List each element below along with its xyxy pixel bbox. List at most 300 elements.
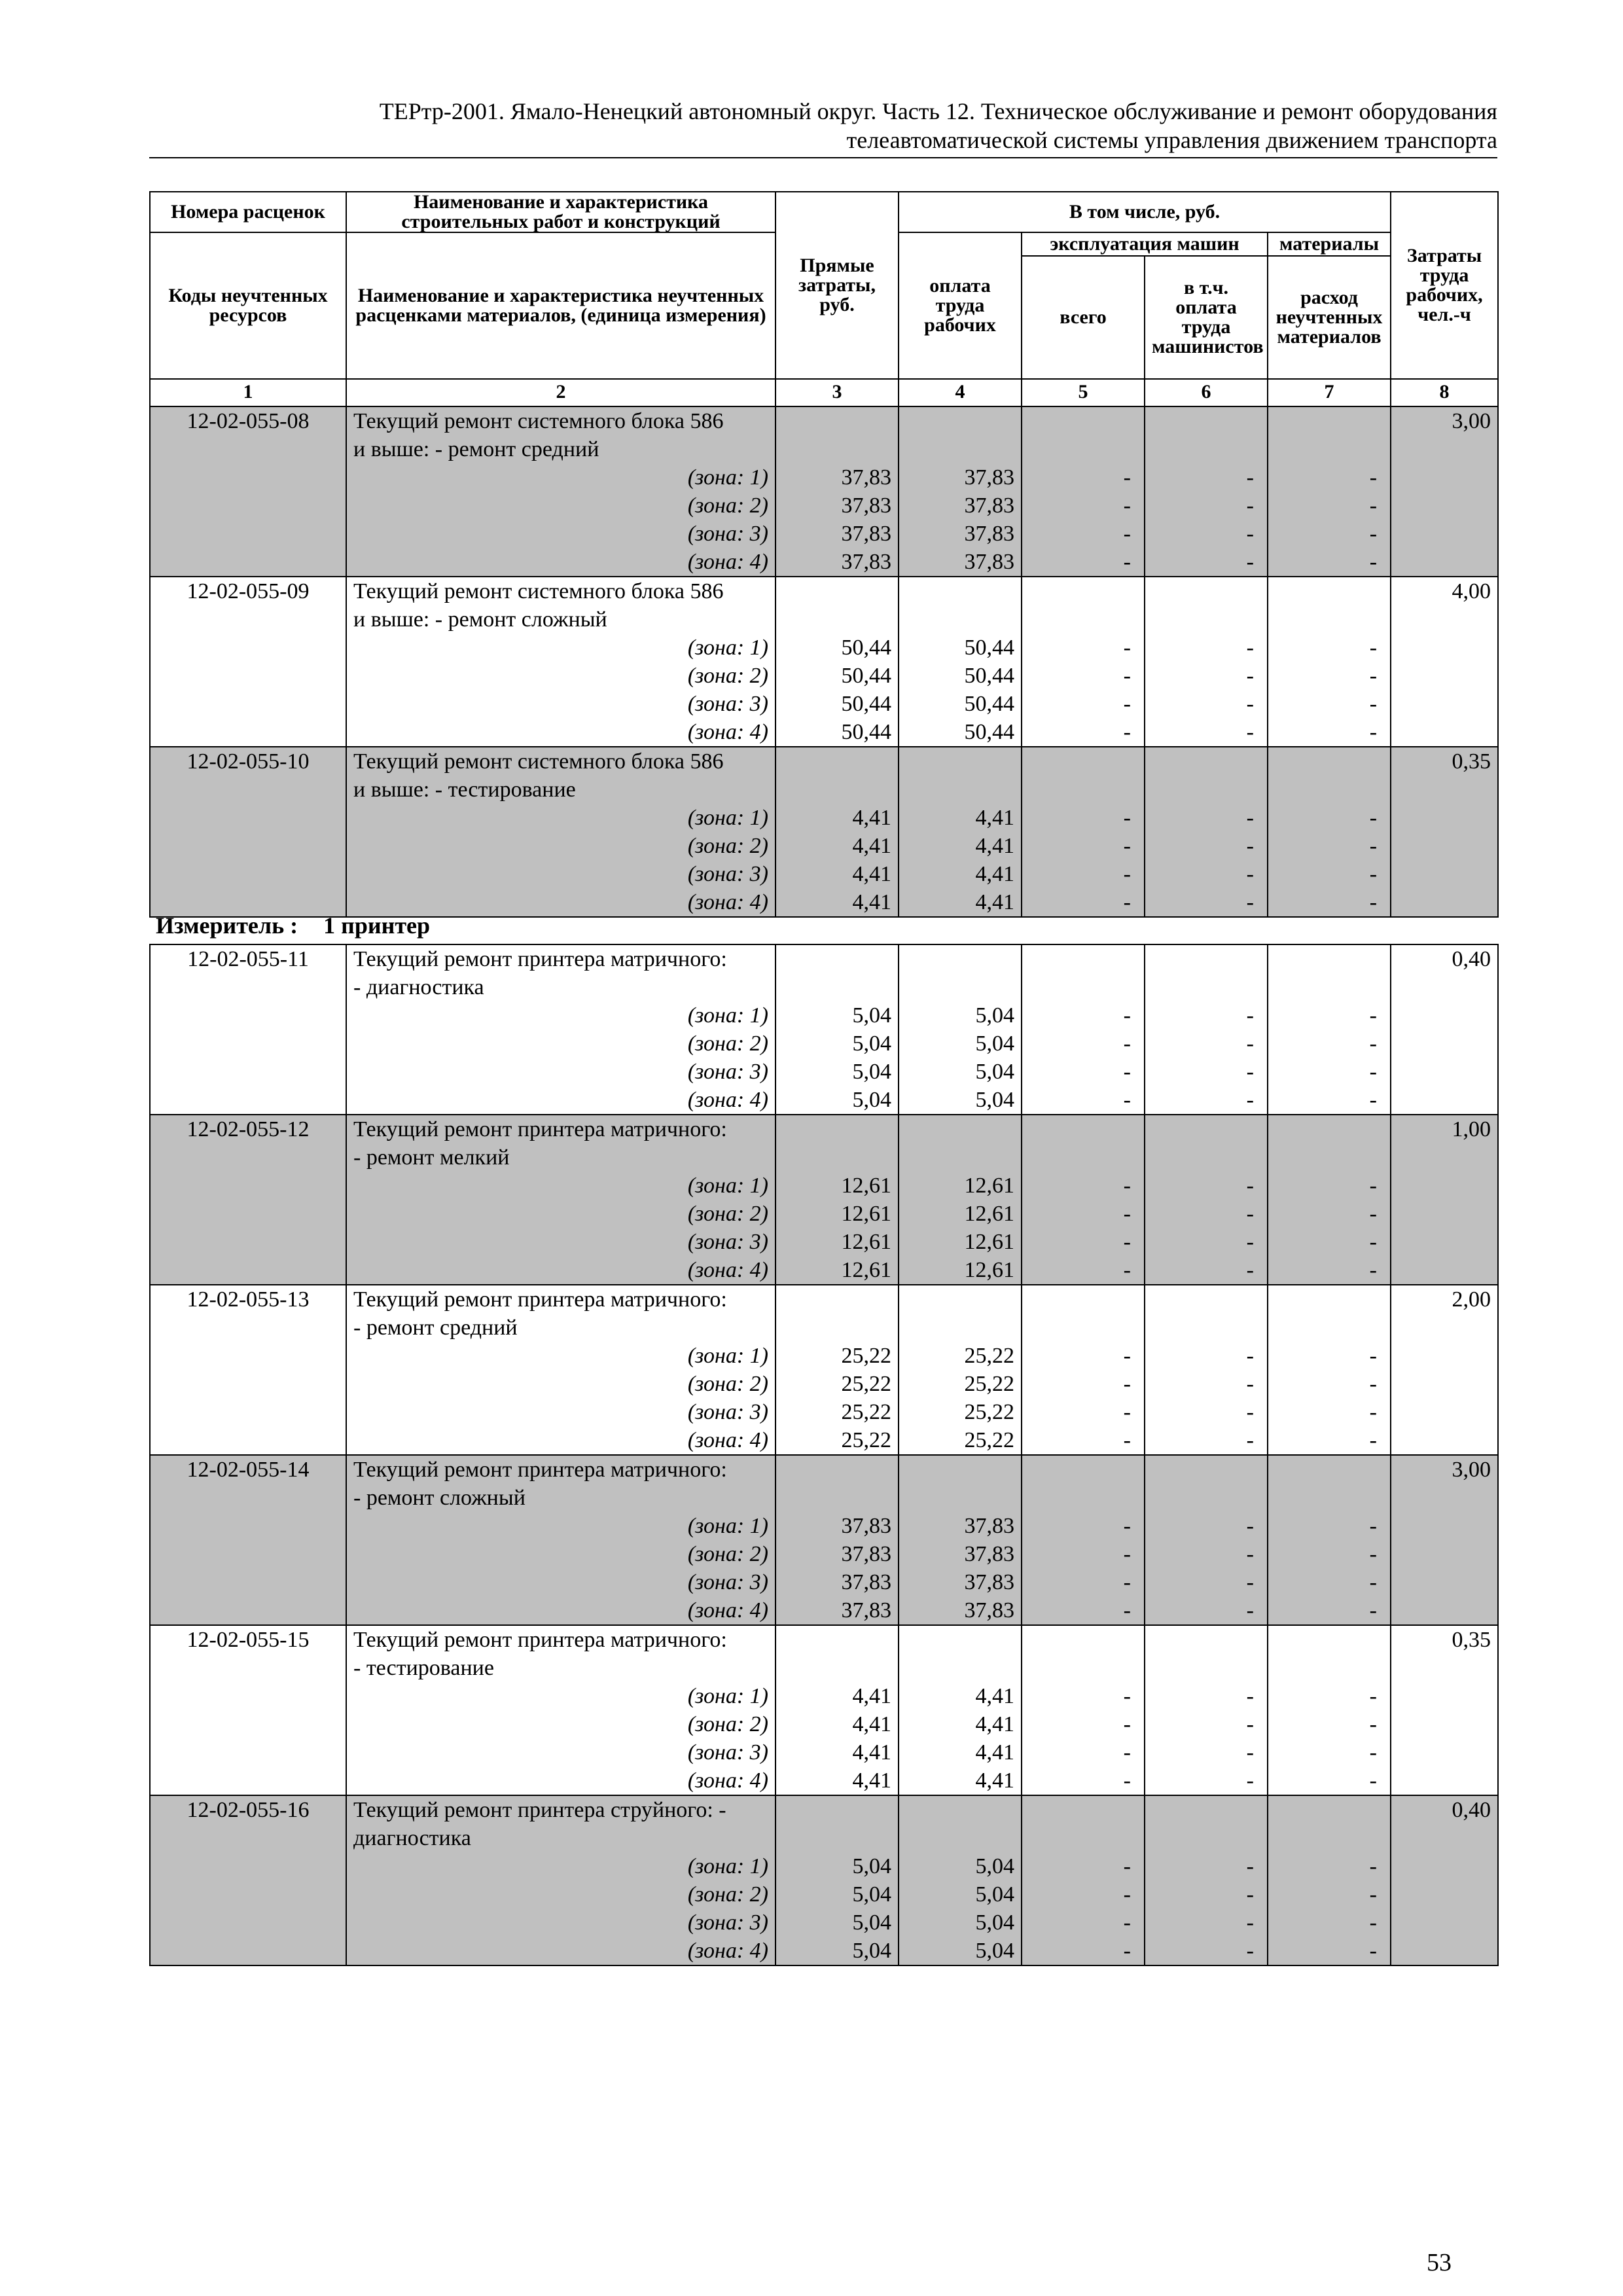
labor-hours-value: 3,00	[1452, 1458, 1491, 1482]
materials-use-dash: -	[1369, 806, 1378, 830]
machines-total-dash: -	[1123, 1344, 1131, 1368]
labor-pay-value: 37,83	[964, 1598, 1014, 1623]
labor-pay-value: 37,83	[964, 1542, 1014, 1566]
direct-cost-cell	[776, 1115, 899, 1285]
direct-cost-value: 50,44	[841, 664, 891, 688]
machines-total-dash: -	[1123, 522, 1131, 546]
zone-label: (зона: 1)	[687, 465, 768, 490]
machines-total-dash: -	[1123, 834, 1131, 858]
labor-pay-cell	[899, 747, 1022, 917]
machinist-pay-dash: -	[1246, 692, 1254, 716]
machinist-pay-cell	[1145, 747, 1268, 917]
direct-cost-value: 12,61	[841, 1230, 891, 1254]
machines-total-dash: -	[1123, 1910, 1131, 1935]
machines-total-dash: -	[1123, 1003, 1131, 1028]
labor-pay-value: 25,22	[964, 1344, 1014, 1368]
machinist-pay-dash: -	[1246, 550, 1254, 574]
materials-use-dash: -	[1369, 465, 1378, 490]
machines-total-cell	[1022, 1285, 1145, 1455]
zone-label: (зона: 2)	[687, 834, 768, 858]
machines-total-dash: -	[1123, 1202, 1131, 1226]
zone-label: (зона: 3)	[687, 1060, 768, 1084]
rate-row	[150, 1115, 1498, 1285]
machinist-pay-dash: -	[1246, 1542, 1254, 1566]
direct-cost-cell	[776, 1285, 899, 1455]
page-number: 53	[1427, 2249, 1452, 2276]
labor-pay-value: 5,04	[975, 1882, 1014, 1907]
col6-header: в т.ч. оплата труда машинистов	[1145, 256, 1268, 379]
direct-cost-value: 37,83	[841, 550, 891, 574]
zone-label: (зона: 1)	[687, 1514, 768, 1538]
labor-pay-value: 37,83	[964, 1570, 1014, 1594]
direct-cost-value: 5,04	[852, 1854, 891, 1878]
machines-total-dash: -	[1123, 636, 1131, 660]
machinist-pay-dash: -	[1246, 834, 1254, 858]
labor-pay-value: 37,83	[964, 1514, 1014, 1538]
materials-use-cell	[1268, 747, 1391, 917]
machinist-pay-dash: -	[1246, 1939, 1254, 1963]
materials-use-dash: -	[1369, 1372, 1377, 1396]
materials-use-dash: -	[1369, 1712, 1377, 1736]
zone-label: (зона: 3)	[687, 1230, 768, 1254]
zone-label: (зона: 4)	[687, 720, 768, 744]
labor-pay-value: 4,41	[975, 1768, 1014, 1793]
direct-cost-cell	[776, 1625, 899, 1795]
header-line-1: ТЕРтр-2001. Ямало-Ненецкий автономный округ. Часть 12. Техническое обслуживание и ремонт оборудования	[379, 98, 1497, 124]
machinist-pay-cell	[1145, 1115, 1268, 1285]
direct-cost-value: 5,04	[852, 1088, 891, 1112]
rate-row	[150, 944, 1498, 1115]
machines-total-dash: -	[1123, 1684, 1131, 1708]
labor-pay-value: 12,61	[964, 1258, 1014, 1282]
zone-label: (зона: 3)	[687, 1570, 768, 1594]
direct-cost-value: 50,44	[841, 692, 891, 716]
labor-pay-value: 5,04	[975, 1031, 1014, 1056]
rate-description-line-2: - ремонт мелкий	[353, 1145, 510, 1170]
zone-label: (зона: 3)	[687, 522, 768, 546]
zone-label: (зона: 2)	[687, 493, 768, 518]
rate-row	[150, 1455, 1498, 1625]
materials-use-dash: -	[1369, 1428, 1377, 1452]
col-num-5: 5	[1022, 379, 1145, 406]
col-num-7: 7	[1268, 379, 1391, 406]
rate-description-cell	[346, 944, 776, 1115]
col-num-8: 8	[1391, 379, 1498, 406]
rate-description-line-1: Текущий ремонт системного блока 586	[353, 579, 724, 603]
direct-cost-value: 4,41	[852, 834, 891, 858]
zone-label: (зона: 3)	[687, 862, 768, 886]
rate-description-cell	[346, 1455, 776, 1625]
zone-label: (зона: 2)	[687, 1882, 768, 1907]
machinist-pay-dash: -	[1246, 1598, 1254, 1623]
machinist-pay-dash: -	[1246, 1230, 1254, 1254]
direct-cost-cell	[776, 1455, 899, 1625]
labor-pay-value: 5,04	[975, 1088, 1014, 1112]
machines-total-dash: -	[1123, 692, 1131, 716]
labor-pay-cell	[899, 1115, 1022, 1285]
machines-total-dash: -	[1123, 1882, 1131, 1907]
direct-cost-value: 37,83	[841, 1598, 891, 1623]
machines-total-dash: -	[1123, 1428, 1131, 1452]
direct-cost-value: 25,22	[841, 1428, 891, 1452]
materials-use-dash: -	[1369, 522, 1378, 546]
direct-cost-value: 4,41	[852, 1684, 891, 1708]
zone-label: (зона: 1)	[687, 1684, 768, 1708]
direct-cost-cell	[776, 1795, 899, 1965]
labor-pay-cell	[899, 577, 1022, 747]
machinist-pay-dash: -	[1246, 1060, 1254, 1084]
zone-label: (зона: 1)	[687, 806, 768, 830]
direct-cost-value: 4,41	[852, 1712, 891, 1736]
materials-use-dash: -	[1369, 1768, 1377, 1793]
labor-pay-value: 4,41	[975, 1740, 1014, 1765]
rate-description-line-1: Текущий ремонт принтера матричного:	[353, 1458, 727, 1482]
materials-use-dash: -	[1369, 1031, 1377, 1056]
machines-total-dash: -	[1123, 1400, 1131, 1424]
direct-cost-value: 12,61	[841, 1202, 891, 1226]
labor-pay-value: 5,04	[975, 1939, 1014, 1963]
machines-total-dash: -	[1123, 1570, 1131, 1594]
machinist-pay-cell	[1145, 406, 1268, 577]
measure-value: 1 принтер	[323, 912, 431, 939]
col2-bottom: Наименование и характеристика неучтенных расценками материалов, (единица измерения)	[346, 232, 776, 379]
zone-label: (зона: 3)	[687, 692, 768, 716]
machinist-pay-dash: -	[1246, 862, 1254, 886]
labor-hours-cell	[1391, 1625, 1498, 1795]
machinist-pay-dash: -	[1246, 1428, 1254, 1452]
machines-total-dash: -	[1123, 1712, 1131, 1736]
machinist-pay-dash: -	[1246, 1003, 1254, 1028]
direct-cost-value: 25,22	[841, 1344, 891, 1368]
labor-pay-cell	[899, 406, 1022, 577]
machines-total-dash: -	[1123, 862, 1131, 886]
direct-cost-cell	[776, 944, 899, 1115]
machinist-pay-dash: -	[1246, 1882, 1254, 1907]
rate-code: 12-02-055-08	[187, 409, 310, 433]
direct-cost-value: 5,04	[852, 1939, 891, 1963]
materials-use-dash: -	[1369, 1202, 1377, 1226]
rate-row	[150, 1795, 1498, 1965]
rate-code: 12-02-055-15	[187, 1628, 310, 1652]
direct-cost-value: 4,41	[852, 806, 891, 830]
machinist-pay-dash: -	[1246, 1344, 1254, 1368]
zone-label: (зона: 2)	[687, 664, 768, 688]
rate-description-cell	[346, 747, 776, 917]
rate-description-cell	[346, 1285, 776, 1455]
rate-description-line-1: Текущий ремонт принтера матричного:	[353, 1287, 727, 1312]
measure-line	[156, 912, 430, 939]
col1-bottom: Коды неучтенных ресурсов	[150, 232, 346, 379]
direct-cost-value: 50,44	[841, 720, 891, 744]
direct-cost-value: 37,83	[841, 1570, 891, 1594]
direct-cost-cell	[776, 747, 899, 917]
machines-total-cell	[1022, 1795, 1145, 1965]
labor-pay-cell	[899, 944, 1022, 1115]
rate-code: 12-02-055-12	[187, 1117, 310, 1141]
machinist-pay-dash: -	[1246, 664, 1254, 688]
rate-description-line-2: - ремонт сложный	[353, 1486, 526, 1510]
materials-use-dash: -	[1369, 862, 1378, 886]
direct-cost-value: 5,04	[852, 1910, 891, 1935]
materials-use-cell	[1268, 1625, 1391, 1795]
materials-use-dash: -	[1369, 636, 1378, 660]
rate-row	[150, 747, 1498, 917]
labor-pay-value: 5,04	[975, 1854, 1014, 1878]
materials-use-dash: -	[1369, 1854, 1377, 1878]
materials-use-dash: -	[1369, 1939, 1377, 1963]
labor-hours-cell	[1391, 1285, 1498, 1455]
col1-top: Номера расценок	[150, 192, 346, 232]
machinist-pay-dash: -	[1246, 1174, 1254, 1198]
materials-use-dash: -	[1369, 692, 1378, 716]
machinist-pay-dash: -	[1246, 1372, 1254, 1396]
machinist-pay-dash: -	[1246, 522, 1254, 546]
materials-use-dash: -	[1369, 890, 1378, 914]
direct-cost-value: 5,04	[852, 1060, 891, 1084]
direct-cost-value: 4,41	[852, 1740, 891, 1765]
machinist-pay-dash: -	[1246, 1712, 1254, 1736]
materials-use-dash: -	[1369, 1258, 1377, 1282]
direct-cost-value: 4,41	[852, 890, 891, 914]
rate-description-cell	[346, 1115, 776, 1285]
direct-cost-value: 37,83	[841, 1514, 891, 1538]
zone-label: (зона: 4)	[687, 1428, 768, 1452]
zone-label: (зона: 4)	[687, 1598, 768, 1623]
machinist-pay-dash: -	[1246, 720, 1254, 744]
direct-cost-value: 37,83	[841, 465, 891, 490]
direct-cost-value: 5,04	[852, 1031, 891, 1056]
labor-hours-value: 2,00	[1452, 1287, 1491, 1312]
col8-header: Затраты труда рабочих, чел.-ч	[1391, 192, 1498, 379]
direct-cost-value: 5,04	[852, 1003, 891, 1028]
materials-use-dash: -	[1369, 664, 1378, 688]
incl-header: В том числе, руб.	[899, 192, 1391, 232]
direct-cost-value: 25,22	[841, 1372, 891, 1396]
rate-description-line-2: и выше: - ремонт средний	[353, 437, 599, 461]
rate-description-line-1: Текущий ремонт принтера матричного:	[353, 947, 727, 971]
labor-pay-value: 50,44	[964, 692, 1014, 716]
direct-cost-cell	[776, 406, 899, 577]
running-header	[149, 97, 1497, 154]
labor-pay-value: 25,22	[964, 1400, 1014, 1424]
labor-hours-value: 0,40	[1452, 1798, 1491, 1822]
zone-label: (зона: 2)	[687, 1372, 768, 1396]
rate-description-line-1: Текущий ремонт системного блока 586	[353, 749, 724, 774]
machinist-pay-dash: -	[1246, 1740, 1254, 1765]
direct-cost-value: 12,61	[841, 1258, 891, 1282]
labor-pay-value: 4,41	[975, 862, 1014, 886]
rate-code-cell	[150, 1285, 346, 1455]
rate-code: 12-02-055-10	[187, 749, 310, 774]
zone-label: (зона: 2)	[687, 1542, 768, 1566]
machinist-pay-dash: -	[1246, 1031, 1254, 1056]
labor-hours-value: 1,00	[1452, 1117, 1491, 1141]
rate-code-cell	[150, 747, 346, 917]
col5-header: всего	[1022, 256, 1145, 379]
materials-use-cell	[1268, 1455, 1391, 1625]
materials-use-dash: -	[1369, 1684, 1377, 1708]
machinist-pay-dash: -	[1246, 1400, 1254, 1424]
labor-pay-value: 25,22	[964, 1372, 1014, 1396]
col4-header: оплата труда рабочих	[899, 232, 1022, 379]
rate-description-cell	[346, 406, 776, 577]
labor-hours-cell	[1391, 747, 1498, 917]
zone-label: (зона: 4)	[687, 550, 768, 574]
machines-header: эксплуатация машин	[1022, 232, 1268, 256]
col3-header: Прямые затраты, руб.	[776, 192, 899, 379]
materials-use-dash: -	[1369, 1344, 1377, 1368]
machines-total-dash: -	[1123, 1230, 1131, 1254]
materials-header: материалы	[1268, 232, 1391, 256]
labor-pay-value: 4,41	[975, 806, 1014, 830]
labor-hours-value: 3,00	[1452, 409, 1491, 433]
labor-pay-value: 12,61	[964, 1202, 1014, 1226]
machines-total-dash: -	[1123, 806, 1131, 830]
rate-code: 12-02-055-14	[187, 1458, 310, 1482]
machines-total-dash: -	[1123, 890, 1131, 914]
materials-use-cell	[1268, 1115, 1391, 1285]
labor-pay-value: 37,83	[964, 550, 1014, 574]
machinist-pay-dash: -	[1246, 1570, 1254, 1594]
machines-total-dash: -	[1123, 1031, 1131, 1056]
materials-use-cell	[1268, 1285, 1391, 1455]
rate-code: 12-02-055-16	[187, 1798, 310, 1822]
machines-total-cell	[1022, 1625, 1145, 1795]
machinist-pay-cell	[1145, 1285, 1268, 1455]
rate-code: 12-02-055-11	[187, 947, 309, 971]
materials-use-cell	[1268, 1795, 1391, 1965]
materials-use-cell	[1268, 406, 1391, 577]
labor-hours-value: 0,35	[1452, 1628, 1491, 1652]
machines-total-cell	[1022, 1115, 1145, 1285]
col-num-1: 1	[150, 379, 346, 406]
machines-total-dash: -	[1123, 1598, 1131, 1623]
col7-header: расход неучтенных материалов	[1268, 256, 1391, 379]
labor-pay-value: 4,41	[975, 1684, 1014, 1708]
rate-code-cell	[150, 406, 346, 577]
machines-total-dash: -	[1123, 550, 1131, 574]
rate-row	[150, 1285, 1498, 1455]
machinist-pay-dash: -	[1246, 636, 1254, 660]
machines-total-dash: -	[1123, 1060, 1131, 1084]
rates-table-1	[149, 191, 1499, 918]
materials-use-dash: -	[1369, 1230, 1377, 1254]
col-num-2: 2	[346, 379, 776, 406]
labor-hours-cell	[1391, 1795, 1498, 1965]
direct-cost-value: 37,83	[841, 522, 891, 546]
labor-pay-value: 50,44	[964, 664, 1014, 688]
materials-use-dash: -	[1369, 1882, 1377, 1907]
labor-hours-value: 0,40	[1452, 947, 1491, 971]
rate-description-cell	[346, 1795, 776, 1965]
materials-use-dash: -	[1369, 1910, 1377, 1935]
labor-pay-cell	[899, 1625, 1022, 1795]
rate-description-line-2: и выше: - ремонт сложный	[353, 607, 607, 632]
zone-label: (зона: 1)	[687, 1854, 768, 1878]
machines-total-dash: -	[1123, 664, 1131, 688]
zone-label: (зона: 3)	[687, 1740, 768, 1765]
rate-description-line-2: и выше: - тестирование	[353, 778, 576, 802]
materials-use-dash: -	[1369, 1740, 1377, 1765]
materials-use-cell	[1268, 577, 1391, 747]
materials-use-dash: -	[1369, 1542, 1377, 1566]
group-1-body	[150, 406, 1498, 917]
machinist-pay-dash: -	[1246, 465, 1254, 490]
rate-description-line-2: - диагностика	[353, 975, 484, 999]
zone-label: (зона: 3)	[687, 1400, 768, 1424]
machinist-pay-dash: -	[1246, 1910, 1254, 1935]
rate-description-line-1: Текущий ремонт принтера матричного:	[353, 1117, 727, 1141]
machines-total-dash: -	[1123, 1939, 1131, 1963]
rate-description-line-1: Текущий ремонт системного блока 586	[353, 409, 724, 433]
machines-total-cell	[1022, 747, 1145, 917]
group-2-body	[150, 944, 1498, 1965]
rate-code-cell	[150, 1115, 346, 1285]
zone-label: (зона: 4)	[687, 1768, 768, 1793]
labor-pay-value: 12,61	[964, 1230, 1014, 1254]
zone-label: (зона: 4)	[687, 1939, 768, 1963]
rate-row	[150, 577, 1498, 747]
labor-pay-value: 25,22	[964, 1428, 1014, 1452]
machinist-pay-dash: -	[1246, 1514, 1254, 1538]
machines-total-dash: -	[1123, 493, 1131, 518]
labor-hours-value: 0,35	[1452, 749, 1491, 774]
labor-pay-value: 5,04	[975, 1060, 1014, 1084]
materials-use-dash: -	[1369, 834, 1378, 858]
direct-cost-value: 4,41	[852, 862, 891, 886]
machines-total-dash: -	[1123, 1174, 1131, 1198]
rate-row	[150, 1625, 1498, 1795]
rate-description-line-1: Текущий ремонт принтера струйного: -	[353, 1798, 726, 1822]
direct-cost-value: 25,22	[841, 1400, 891, 1424]
rate-row	[150, 406, 1498, 577]
rate-code-cell	[150, 1795, 346, 1965]
direct-cost-value: 12,61	[841, 1174, 891, 1198]
labor-hours-cell	[1391, 1455, 1498, 1625]
labor-hours-cell	[1391, 944, 1498, 1115]
direct-cost-value: 5,04	[852, 1882, 891, 1907]
machines-total-dash: -	[1123, 1768, 1131, 1793]
zone-label: (зона: 2)	[687, 1031, 768, 1056]
machines-total-dash: -	[1123, 1258, 1131, 1282]
zone-label: (зона: 4)	[687, 1258, 768, 1282]
machines-total-dash: -	[1123, 1088, 1131, 1112]
machines-total-dash: -	[1123, 465, 1131, 490]
rate-code-cell	[150, 1625, 346, 1795]
rate-description-cell	[346, 577, 776, 747]
machines-total-cell	[1022, 944, 1145, 1115]
col-num-6: 6	[1145, 379, 1268, 406]
machines-total-dash: -	[1123, 1740, 1131, 1765]
materials-use-dash: -	[1369, 1174, 1377, 1198]
materials-use-dash: -	[1369, 550, 1378, 574]
machinist-pay-dash: -	[1246, 1684, 1254, 1708]
zone-label: (зона: 2)	[687, 1712, 768, 1736]
labor-pay-cell	[899, 1285, 1022, 1455]
materials-use-dash: -	[1369, 1060, 1377, 1084]
rates-table-2	[149, 944, 1499, 1966]
machinist-pay-dash: -	[1246, 1258, 1254, 1282]
zone-label: (зона: 4)	[687, 890, 768, 914]
materials-use-dash: -	[1369, 1514, 1377, 1538]
measure-label: Измеритель :	[156, 912, 298, 939]
materials-use-dash: -	[1369, 1570, 1377, 1594]
machinist-pay-dash: -	[1246, 1088, 1254, 1112]
rate-code: 12-02-055-13	[187, 1287, 310, 1312]
header-rule	[149, 157, 1497, 158]
direct-cost-value: 37,83	[841, 493, 891, 518]
rate-description-line-1: Текущий ремонт принтера матричного:	[353, 1628, 727, 1652]
